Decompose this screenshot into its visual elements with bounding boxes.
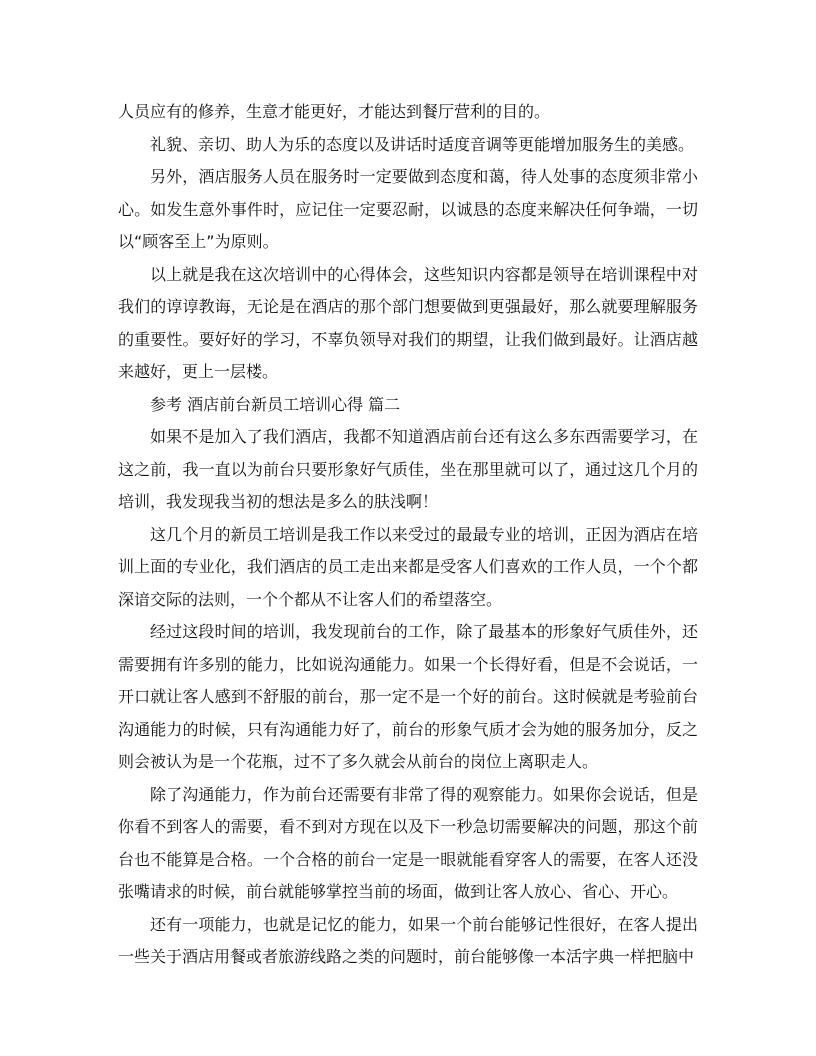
section-heading: 参考 酒店前台新员工培训心得 篇二 xyxy=(150,394,401,414)
paragraph: 还有一项能力，也就是记忆的能力，如果一个前台能够记性很好，在客人提出一些关于酒店用餐或者旅游线路之类的问题时，前台能够像一本活字典一样把脑中 xyxy=(118,914,698,966)
document-body xyxy=(118,96,698,974)
paragraph: 除了沟通能力，作为前台还需要有非常了得的观察能力。如果你会说话，但是你看不到客人的需要，看不到对方现在以及下一秒急切需要解决的问题，那这个前台也不能算是合格。一个合格的前台一定是一眼就能看穿客人的需要，在客人还没张嘴请求的时候，前台就能够掌控当前的场面，做到让客人放心、省心、开心。 xyxy=(118,784,698,901)
paragraph: 这几个月的新员工培训是我工作以来受过的最最专业的培训，正因为酒店在培训上面的专业化，我们酒店的员工走出来都是受客人们喜欢的工作人员，一个个都深谙交际的法则，一个个都从不让客人们的希望落空。 xyxy=(118,524,698,609)
paragraph: 以上就是我在这次培训中的心得体会，这些知识内容都是领导在培训课程中对我们的谆谆教诲，无论是在酒店的那个部门想要做到更强最好，那么就要理解服务的重要性。要好好的学习，不辜负领导对我们的期望，让我们做到最好。让酒店越来越好，更上一层楼。 xyxy=(118,264,698,381)
paragraph: 礼貌、亲切、助人为乐的态度以及讲话时适度音调等更能增加服务生的美感。 xyxy=(150,134,695,154)
paragraph: 另外，酒店服务人员在服务时一定要做到态度和蔼，待人处事的态度须非常小心。如发生意外事件时，应记住一定要忍耐，以诚恳的态度来解决任何争端，一切以“顾客至上”为原则。 xyxy=(118,167,698,251)
paragraph: 经过这段时间的培训，我发现前台的工作，除了最基本的形象好气质佳外，还需要拥有许多别的能力，比如说沟通能力。如果一个长得好看，但是不会说话，一开口就让客人感到不舒服的前台，那一定不是一个好的前台。这时候就是考验前台沟通能力的时候，只有沟通能力好了，前台的形象气质才会为她的服务加分，反之则会被认为是一个花瓶，过不了多久就会从前台的岗位上离职走人。 xyxy=(118,622,698,771)
paragraph: 人员应有的修养，生意才能更好，才能达到餐厅营利的目的。 xyxy=(118,102,551,121)
paragraph: 如果不是加入了我们酒店，我都不知道酒店前台还有这么多东西需要学习，在这之前，我一直以为前台只要形象好气质佳，坐在那里就可以了，通过这几个月的培训，我发现我当初的想法是多么的肤浅啊！ xyxy=(118,427,698,511)
